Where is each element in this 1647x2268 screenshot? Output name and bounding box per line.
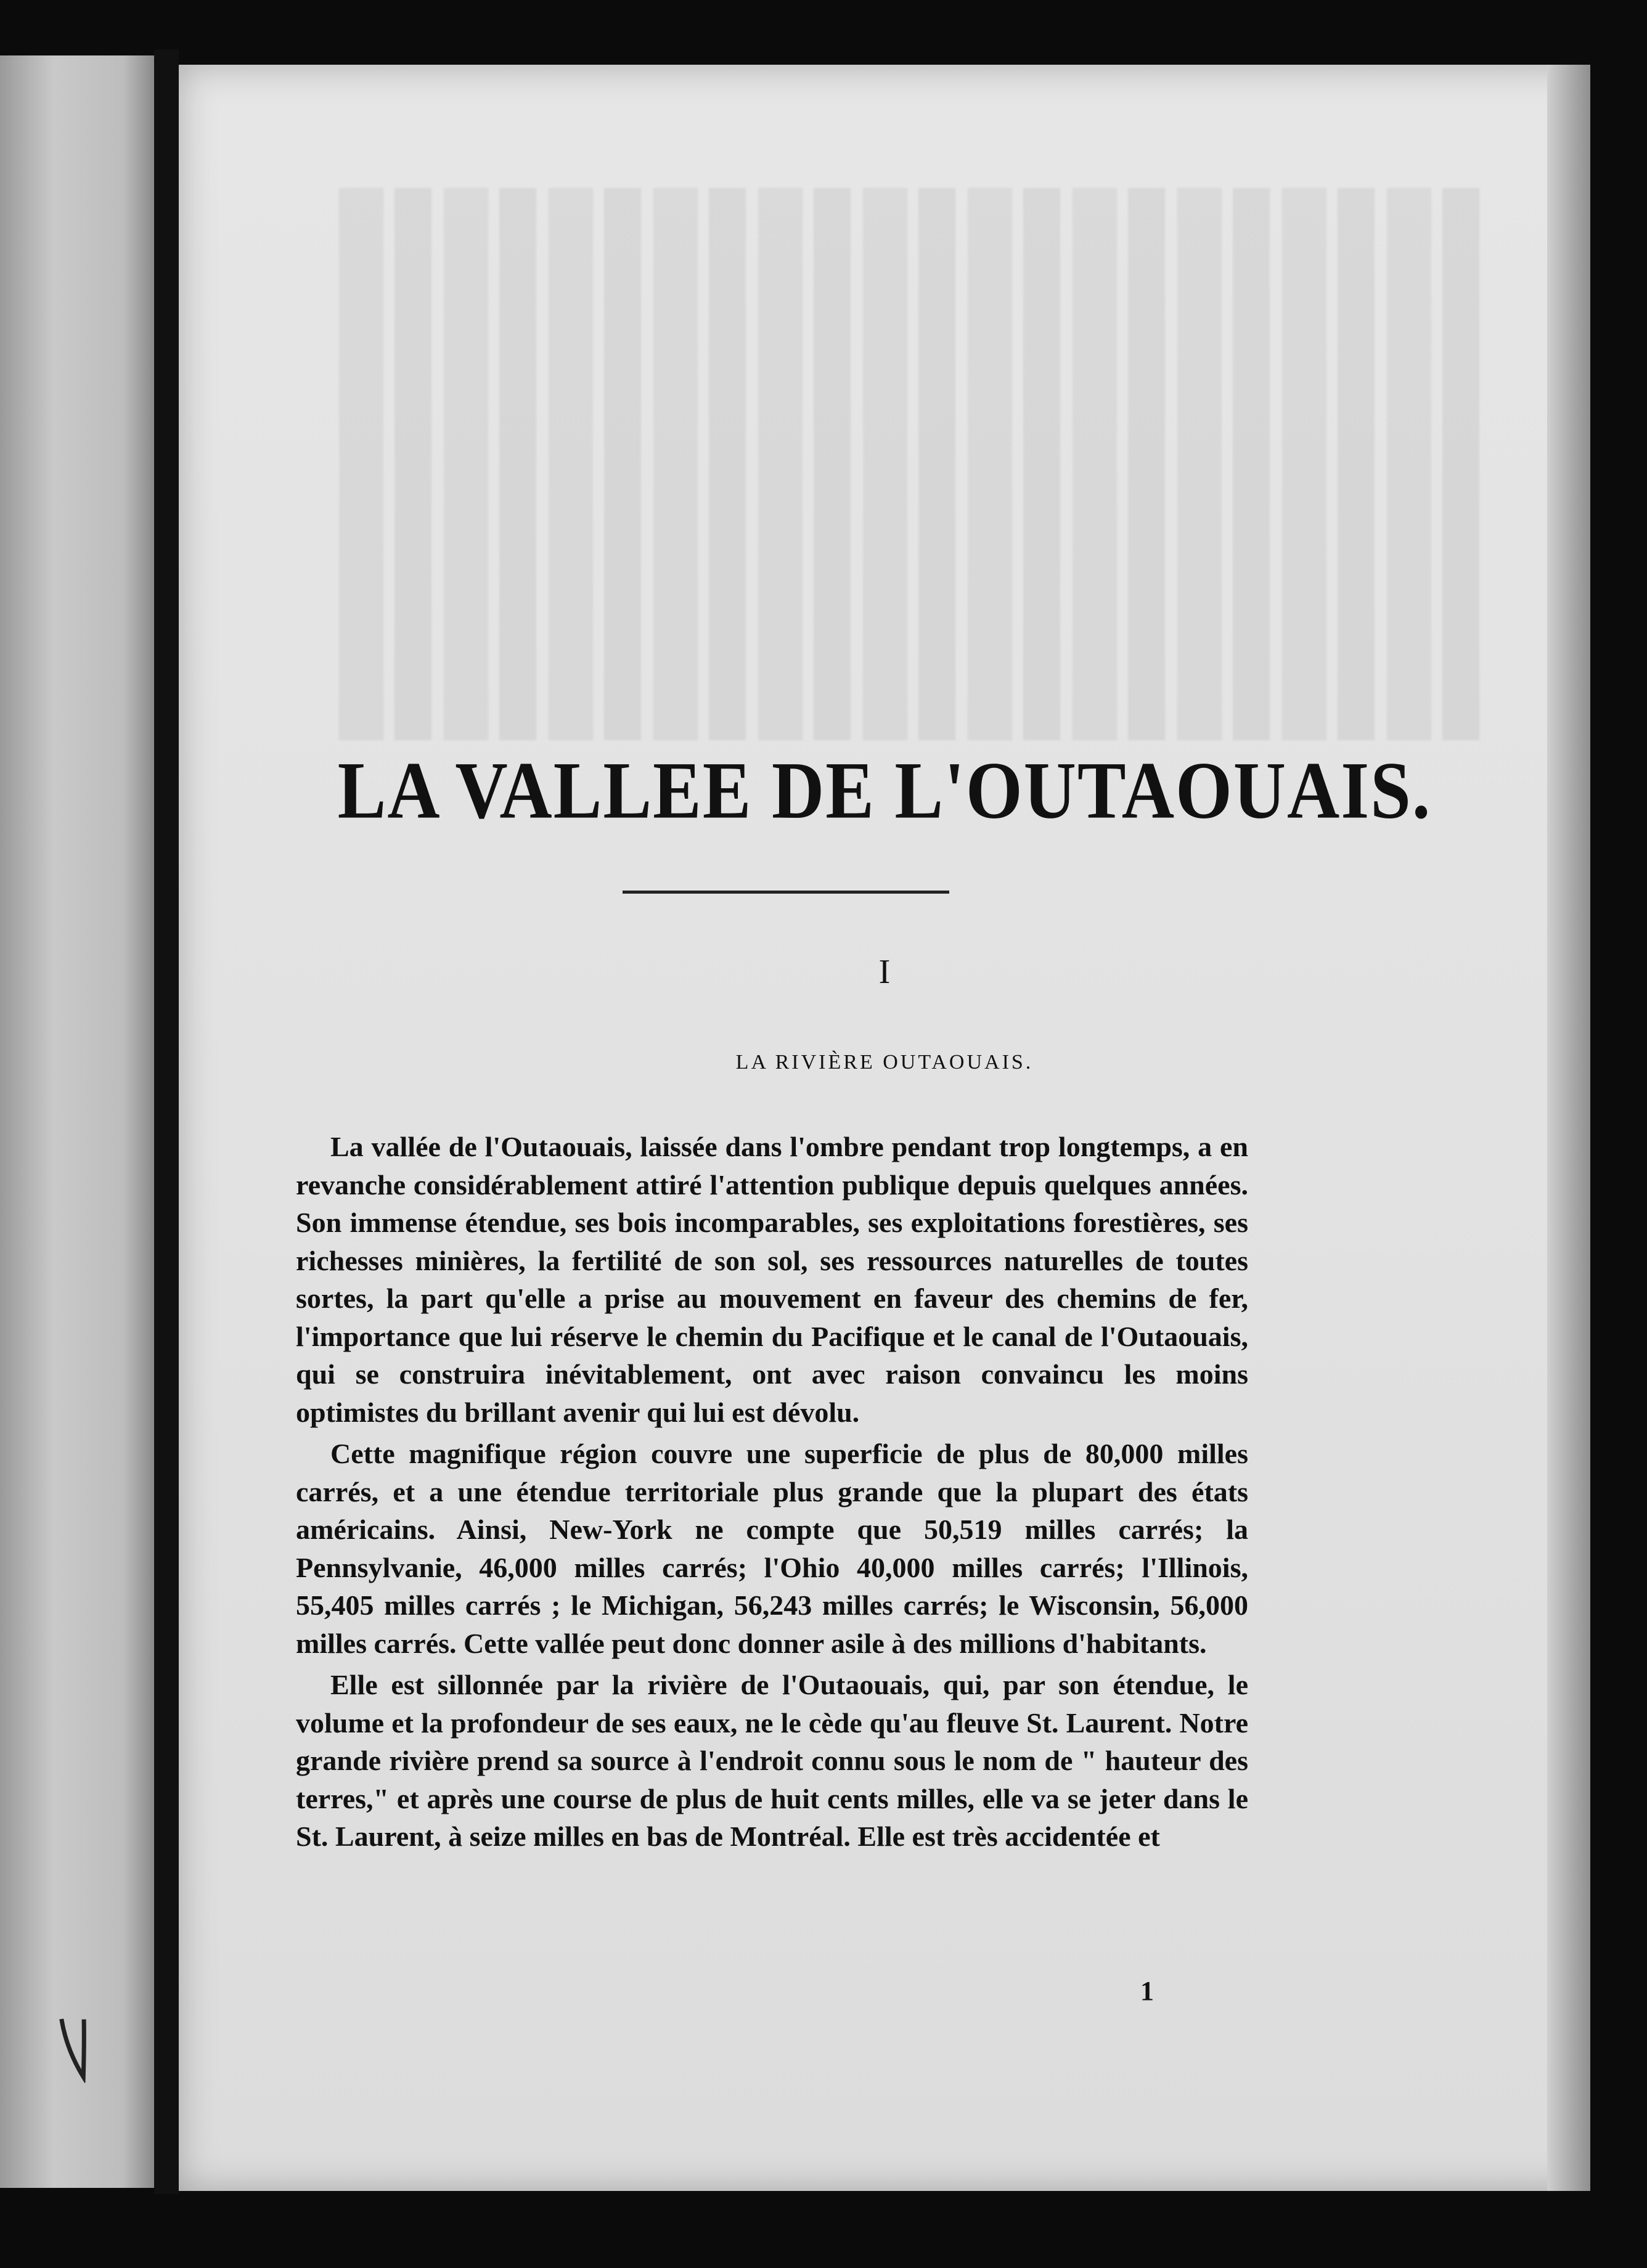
chapter-title: LA RIVIÈRE OUTAOUAIS. xyxy=(735,1051,1034,1074)
facing-page-edge xyxy=(0,55,154,2188)
book-gutter xyxy=(154,49,179,2194)
page-number: 1 xyxy=(1140,1976,1154,2006)
paragraph: Elle est sillonnée par la rivière de l'Outaouais, qui, par son étendue, le volume et la profondeur de ses eaux, ne le cède qu'au fleuve St. Laurent. Notre grande rivière prend sa source à l'endroit connu sous le nom de " hauteur des terres," et après une course de plus de huit cents milles, elle va se jeter dans le St. Laurent, à seize milles en bas de Montréal. Elle est très accidentée et xyxy=(296,1669,1248,1852)
paragraph: Cette magnifique région couvre une superficie de plus de 80,000 milles carrés, et a une étendue territoriale plus grande que la plupart des états américains. Ainsi, New-York ne compte que 50,519 milles carrés; la Pennsylvanie, 46,000 milles carrés; l'Ohio 40,000 milles carrés; l'Illinois, 55,405 milles carrés ; le Michigan, 56,243 milles carrés; le Wisconsin, 56,000 milles carrés. Cette vallée peut donc donner asile à des millions d'habitants. xyxy=(296,1438,1248,1659)
page-title: LA VALLEE DE L'OUTAOUAIS. xyxy=(337,745,1432,836)
bleed-through-texture xyxy=(339,188,1479,740)
body-text xyxy=(296,1128,1248,1859)
chapter-number: I xyxy=(878,953,891,991)
page-edge-shadow xyxy=(1547,65,1590,2191)
paragraph: La vallée de l'Outaouais, laissée dans l'ombre pendant trop longtemps, a en revanche considérablement attiré l'attention publique depuis quelques années. Son immense étendue, ses bois incomparables, ses exploitations forestières, ses richesses minières, la fertilité de son sol, ses ressources naturelles de toutes sortes, la part qu'elle a prise au mouvement en faveur des chemins de fer, l'importance que lui réserve le chemin du Pacifique et le canal de l'Outaouais, qui se construira inévitablement, ont avec raison convaincu les moins optimistes du brillant avenir qui lui est dévolu. xyxy=(296,1131,1248,1428)
book-page xyxy=(179,65,1590,2191)
title-rule xyxy=(623,891,949,894)
